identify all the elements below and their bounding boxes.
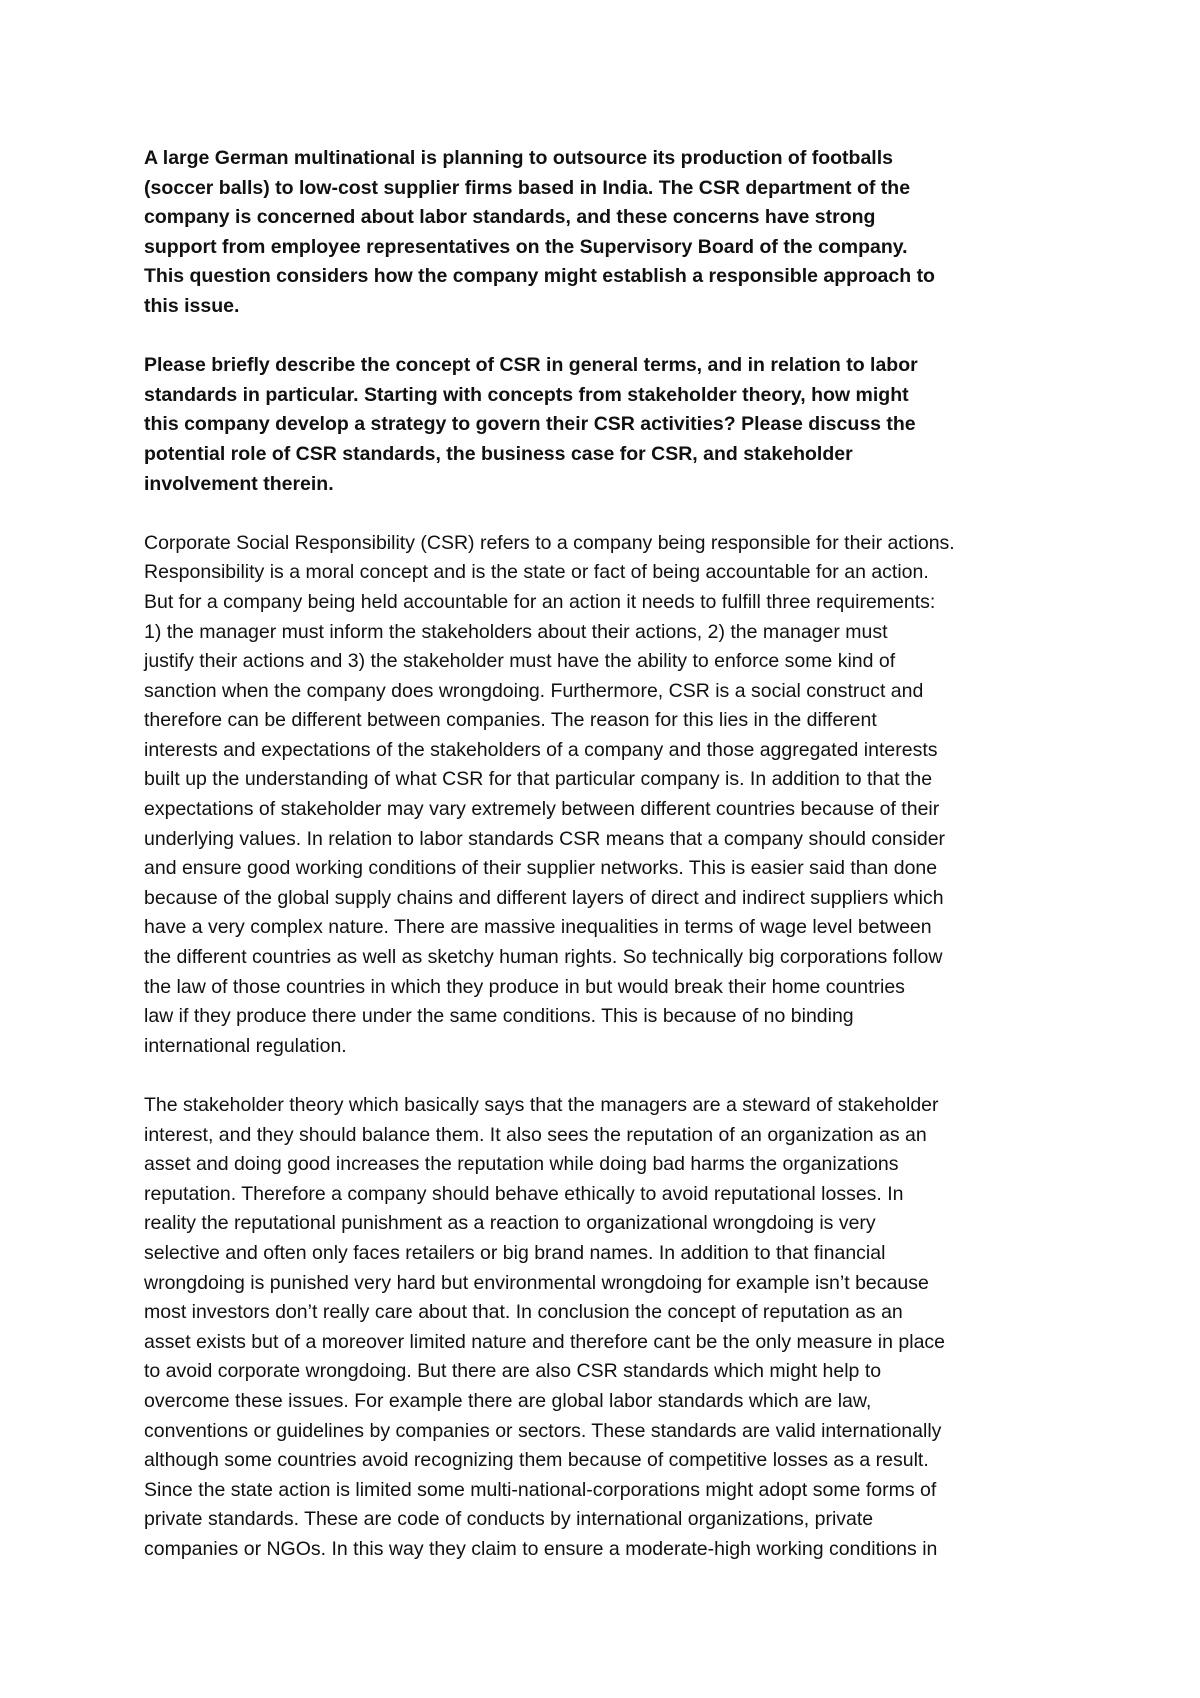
text-line: international regulation.	[144, 1034, 347, 1057]
text-line: (soccer balls) to low-cost supplier firms based in India. The CSR department of the	[144, 176, 911, 199]
text-line: expectations of stakeholder may vary extremely between different countries because of their	[144, 798, 940, 821]
text-line: justify their actions and 3) the stakeholder must have the ability to enforce some kind of	[144, 650, 896, 673]
text-line: Corporate Social Responsibility (CSR) refers to a company being responsible for their actions.	[144, 531, 955, 554]
stakeholder-theory-paragraph	[144, 1091, 1064, 1565]
text-line: reality the reputational punishment as a reaction to organizational wrongdoing is very	[144, 1212, 876, 1235]
text-line: therefore can be different between companies. The reason for this lies in the different	[144, 709, 877, 732]
text-line: wrongdoing is punished very hard but environmental wrongdoing for example isn’t because	[144, 1271, 929, 1294]
text-line: to avoid corporate wrongdoing. But there are also CSR standards which might help to	[144, 1360, 882, 1383]
text-line: conventions or guidelines by companies or sectors. These standards are valid internationally	[144, 1419, 942, 1442]
text-line: The stakeholder theory which basically says that the managers are a steward of stakeholder	[144, 1094, 939, 1116]
text-line: asset exists but of a moreover limited nature and therefore cant be the only measure in place	[144, 1330, 946, 1353]
text-line: overcome these issues. For example there are global labor standards which are law,	[144, 1389, 872, 1412]
text-line: 1) the manager must inform the stakeholders about their actions, 2) the manager must	[144, 620, 888, 643]
text-line: Responsibility is a moral concept and is the state or fact of being accountable for an action.	[144, 561, 929, 584]
text-line: Since the state action is limited some multi-national-corporations might adopt some forms of	[144, 1478, 937, 1501]
text-line: because of the global supply chains and different layers of direct and indirect suppliers which	[144, 886, 944, 909]
text-line: interest, and they should balance them. It also sees the reputation of an organization as an	[144, 1123, 927, 1146]
text-line: selective and often only faces retailers or big brand names. In addition to that financial	[144, 1241, 886, 1264]
text-line: standards in particular. Starting with concepts from stakeholder theory, how might	[144, 383, 909, 406]
text-line: asset and doing good increases the reputation while doing bad harms the organizations	[144, 1153, 899, 1176]
text-line: companies or NGOs. In this way they claim to ensure a moderate-high working conditions in	[144, 1537, 938, 1560]
text-line: But for a company being held accountable for an action it needs to fulfill three requirements:	[144, 590, 936, 613]
text-line: built up the understanding of what CSR for that particular company is. In addition to that the	[144, 768, 933, 791]
text-line: This question considers how the company might establish a responsible approach to	[144, 265, 935, 288]
text-line: the law of those countries in which they produce in but would break their home countries	[144, 975, 905, 998]
text-line: private standards. These are code of conducts by international organizations, private	[144, 1508, 874, 1531]
text-line: Please briefly describe the concept of CSR in general terms, and in relation to labor	[144, 354, 918, 377]
text-line: potential role of CSR standards, the business case for CSR, and stakeholder	[144, 442, 853, 465]
text-line: law if they produce there under the same conditions. This is because of no binding	[144, 1005, 854, 1028]
text-line: the different countries as well as sketchy human rights. So technically big corporations follow	[144, 946, 943, 969]
question-prompt-paragraph	[144, 351, 1064, 499]
text-line: underlying values. In relation to labor standards CSR means that a company should consider	[144, 827, 946, 850]
text-line: A large German multinational is planning to outsource its production of footballs	[144, 147, 893, 169]
text-line: sanction when the company does wrongdoing. Furthermore, CSR is a social construct and	[144, 679, 924, 702]
document-body	[144, 144, 1064, 1594]
text-line: company is concerned about labor standards, and these concerns have strong	[144, 206, 876, 229]
question-intro-paragraph	[144, 144, 1064, 322]
text-line: this company develop a strategy to govern their CSR activities? Please discuss the	[144, 413, 916, 436]
text-line: this issue.	[144, 294, 240, 317]
text-line: reputation. Therefore a company should behave ethically to avoid reputational losses. In	[144, 1182, 904, 1205]
text-line: and ensure good working conditions of their supplier networks. This is easier said than done	[144, 857, 938, 880]
csr-answer-paragraph	[144, 529, 1064, 1062]
text-line: although some countries avoid recognizing them because of competitive losses as a result.	[144, 1449, 929, 1472]
text-line: most investors don’t really care about that. In conclusion the concept of reputation as an	[144, 1301, 903, 1324]
text-line: support from employee representatives on the Supervisory Board of the company.	[144, 235, 908, 258]
text-line: have a very complex nature. There are massive inequalities in terms of wage level between	[144, 916, 932, 939]
text-line: involvement therein.	[144, 472, 334, 495]
text-line: interests and expectations of the stakeholders of a company and those aggregated interests	[144, 738, 938, 761]
